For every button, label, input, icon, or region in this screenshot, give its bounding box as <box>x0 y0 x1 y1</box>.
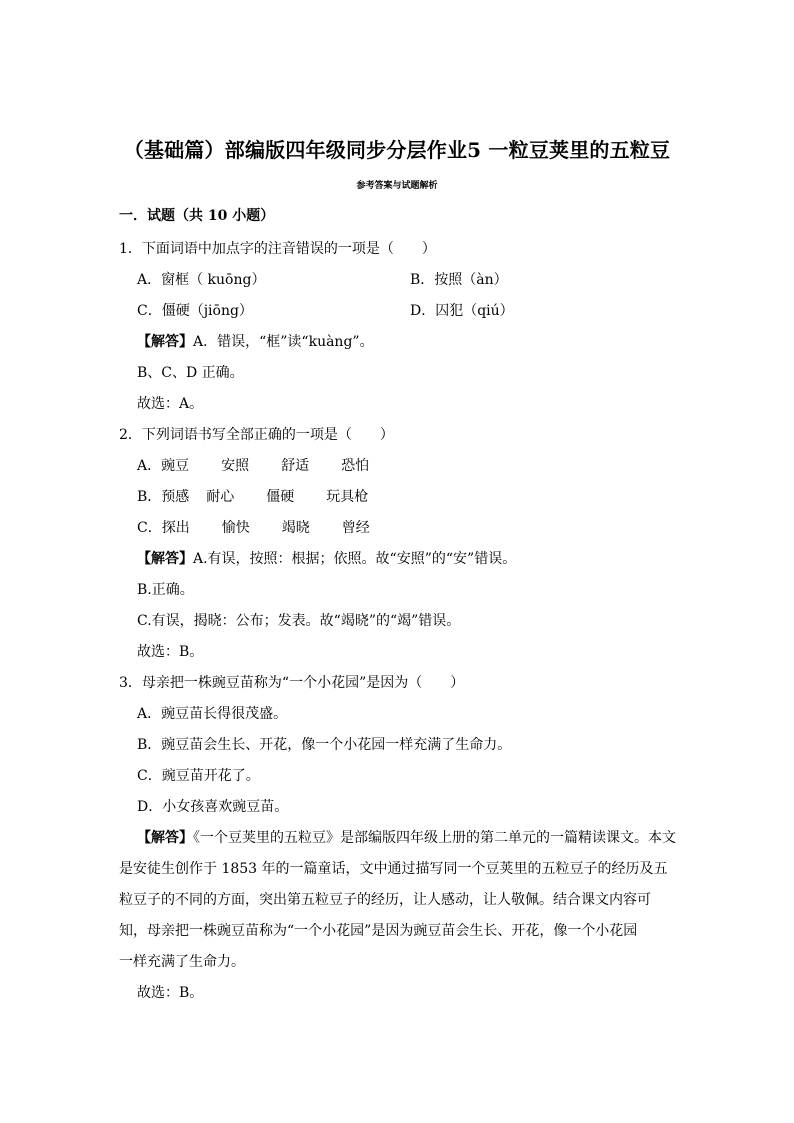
option-row <box>119 296 679 327</box>
question-stem: 2．下列词语书写全部正确的一项是（ ） <box>119 427 394 443</box>
option-word: 恐怕 <box>341 458 370 474</box>
answer-text: 《一个豆荚里的五粒豆》是部编版四年级上册的第二单元的一篇精读课文。本文 <box>193 830 676 846</box>
answer-line <box>119 327 679 358</box>
section-heading: 一．试题（共 10 小题） <box>119 208 275 224</box>
answer-line: 知，母亲把一株豌豆苗称为“一个小花园”是因为豌豆苗会生长、开花，像一个小花园 <box>119 923 638 939</box>
option-d: D．囚犯（qiú） <box>410 303 514 319</box>
option-label: A．豌豆 <box>137 458 190 474</box>
answer-line: 是安徒生创作于 1853 年的一篇童话，文中通过描写同一个豆荚里的五粒豆子的经历及五 <box>119 861 668 877</box>
document-title: （基础篇）部编版四年级同步分层作业5 一粒豆荚里的五粒豆 <box>123 138 671 162</box>
option-c: C．豌豆苗开花了。 <box>137 768 260 784</box>
option-word: 竭晓 <box>281 520 310 536</box>
answer-line: B、C、D 正确。 <box>137 365 244 381</box>
answer-text: A．错误，“框”读“kuàng”。 <box>193 334 374 350</box>
option-label: C．探出 <box>137 520 190 536</box>
question-1 <box>119 234 679 420</box>
option-row <box>119 513 679 544</box>
option-b: B．豌豆苗会生长、开花，像一个小花园一样充满了生命力。 <box>137 737 512 753</box>
option-a: A．豌豆苗长得很茂盛。 <box>137 706 288 722</box>
answer-tag: 【解答】 <box>137 830 193 846</box>
document-body <box>119 204 679 1009</box>
option-d: D．小女孩喜欢豌豆苗。 <box>137 799 289 815</box>
answer-paragraph <box>119 823 679 978</box>
answer-line <box>119 823 679 854</box>
question-stem: 1．下面词语中加点字的注音错误的一项是（ ） <box>119 241 436 257</box>
option-row <box>119 451 679 482</box>
option-b: B．按照（àn） <box>410 272 508 288</box>
option-label: B．预感 <box>137 489 190 505</box>
answer-choice: 故选：B。 <box>137 985 204 1001</box>
answer-line: 粒豆子的不同的方面，突出第五粒豆子的经历，让人感动，让人敬佩。结合课文内容可 <box>119 892 651 908</box>
document-subtitle: 参考答案与试题解析 <box>356 181 438 191</box>
option-row <box>119 482 679 513</box>
option-word: 安照 <box>221 458 250 474</box>
answer-line: C.有误，揭晓：公布；发表。故“竭晓”的“竭”错误。 <box>137 613 461 629</box>
option-word: 愉快 <box>221 520 250 536</box>
option-row <box>119 265 679 296</box>
answer-line: B.正确。 <box>137 582 194 598</box>
question-2 <box>119 420 679 668</box>
option-word: 曾经 <box>341 520 370 536</box>
answer-choice: 故选：A。 <box>137 396 204 412</box>
answer-tag: 【解答】 <box>137 334 193 350</box>
answer-choice: 故选：B。 <box>137 644 204 660</box>
option-a: A．窗框（ kuōng） <box>137 272 266 288</box>
option-c: C．僵硬（jiōng） <box>137 303 253 319</box>
question-stem: 3．母亲把一株豌豆苗称为“一个小花园”是因为（ ） <box>119 675 465 691</box>
option-word: 僵硬 <box>266 489 295 505</box>
question-3 <box>119 668 679 1009</box>
option-word: 耐心 <box>206 489 235 505</box>
answer-line: 一样充满了生命力。 <box>119 954 245 970</box>
option-word: 玩具枪 <box>326 489 369 505</box>
answer-line <box>119 544 679 575</box>
answer-tag: 【解答】 <box>137 551 193 567</box>
answer-text: A.有误，按照：根据；依照。故“安照”的“安”错误。 <box>193 551 517 567</box>
option-word: 舒适 <box>281 458 310 474</box>
